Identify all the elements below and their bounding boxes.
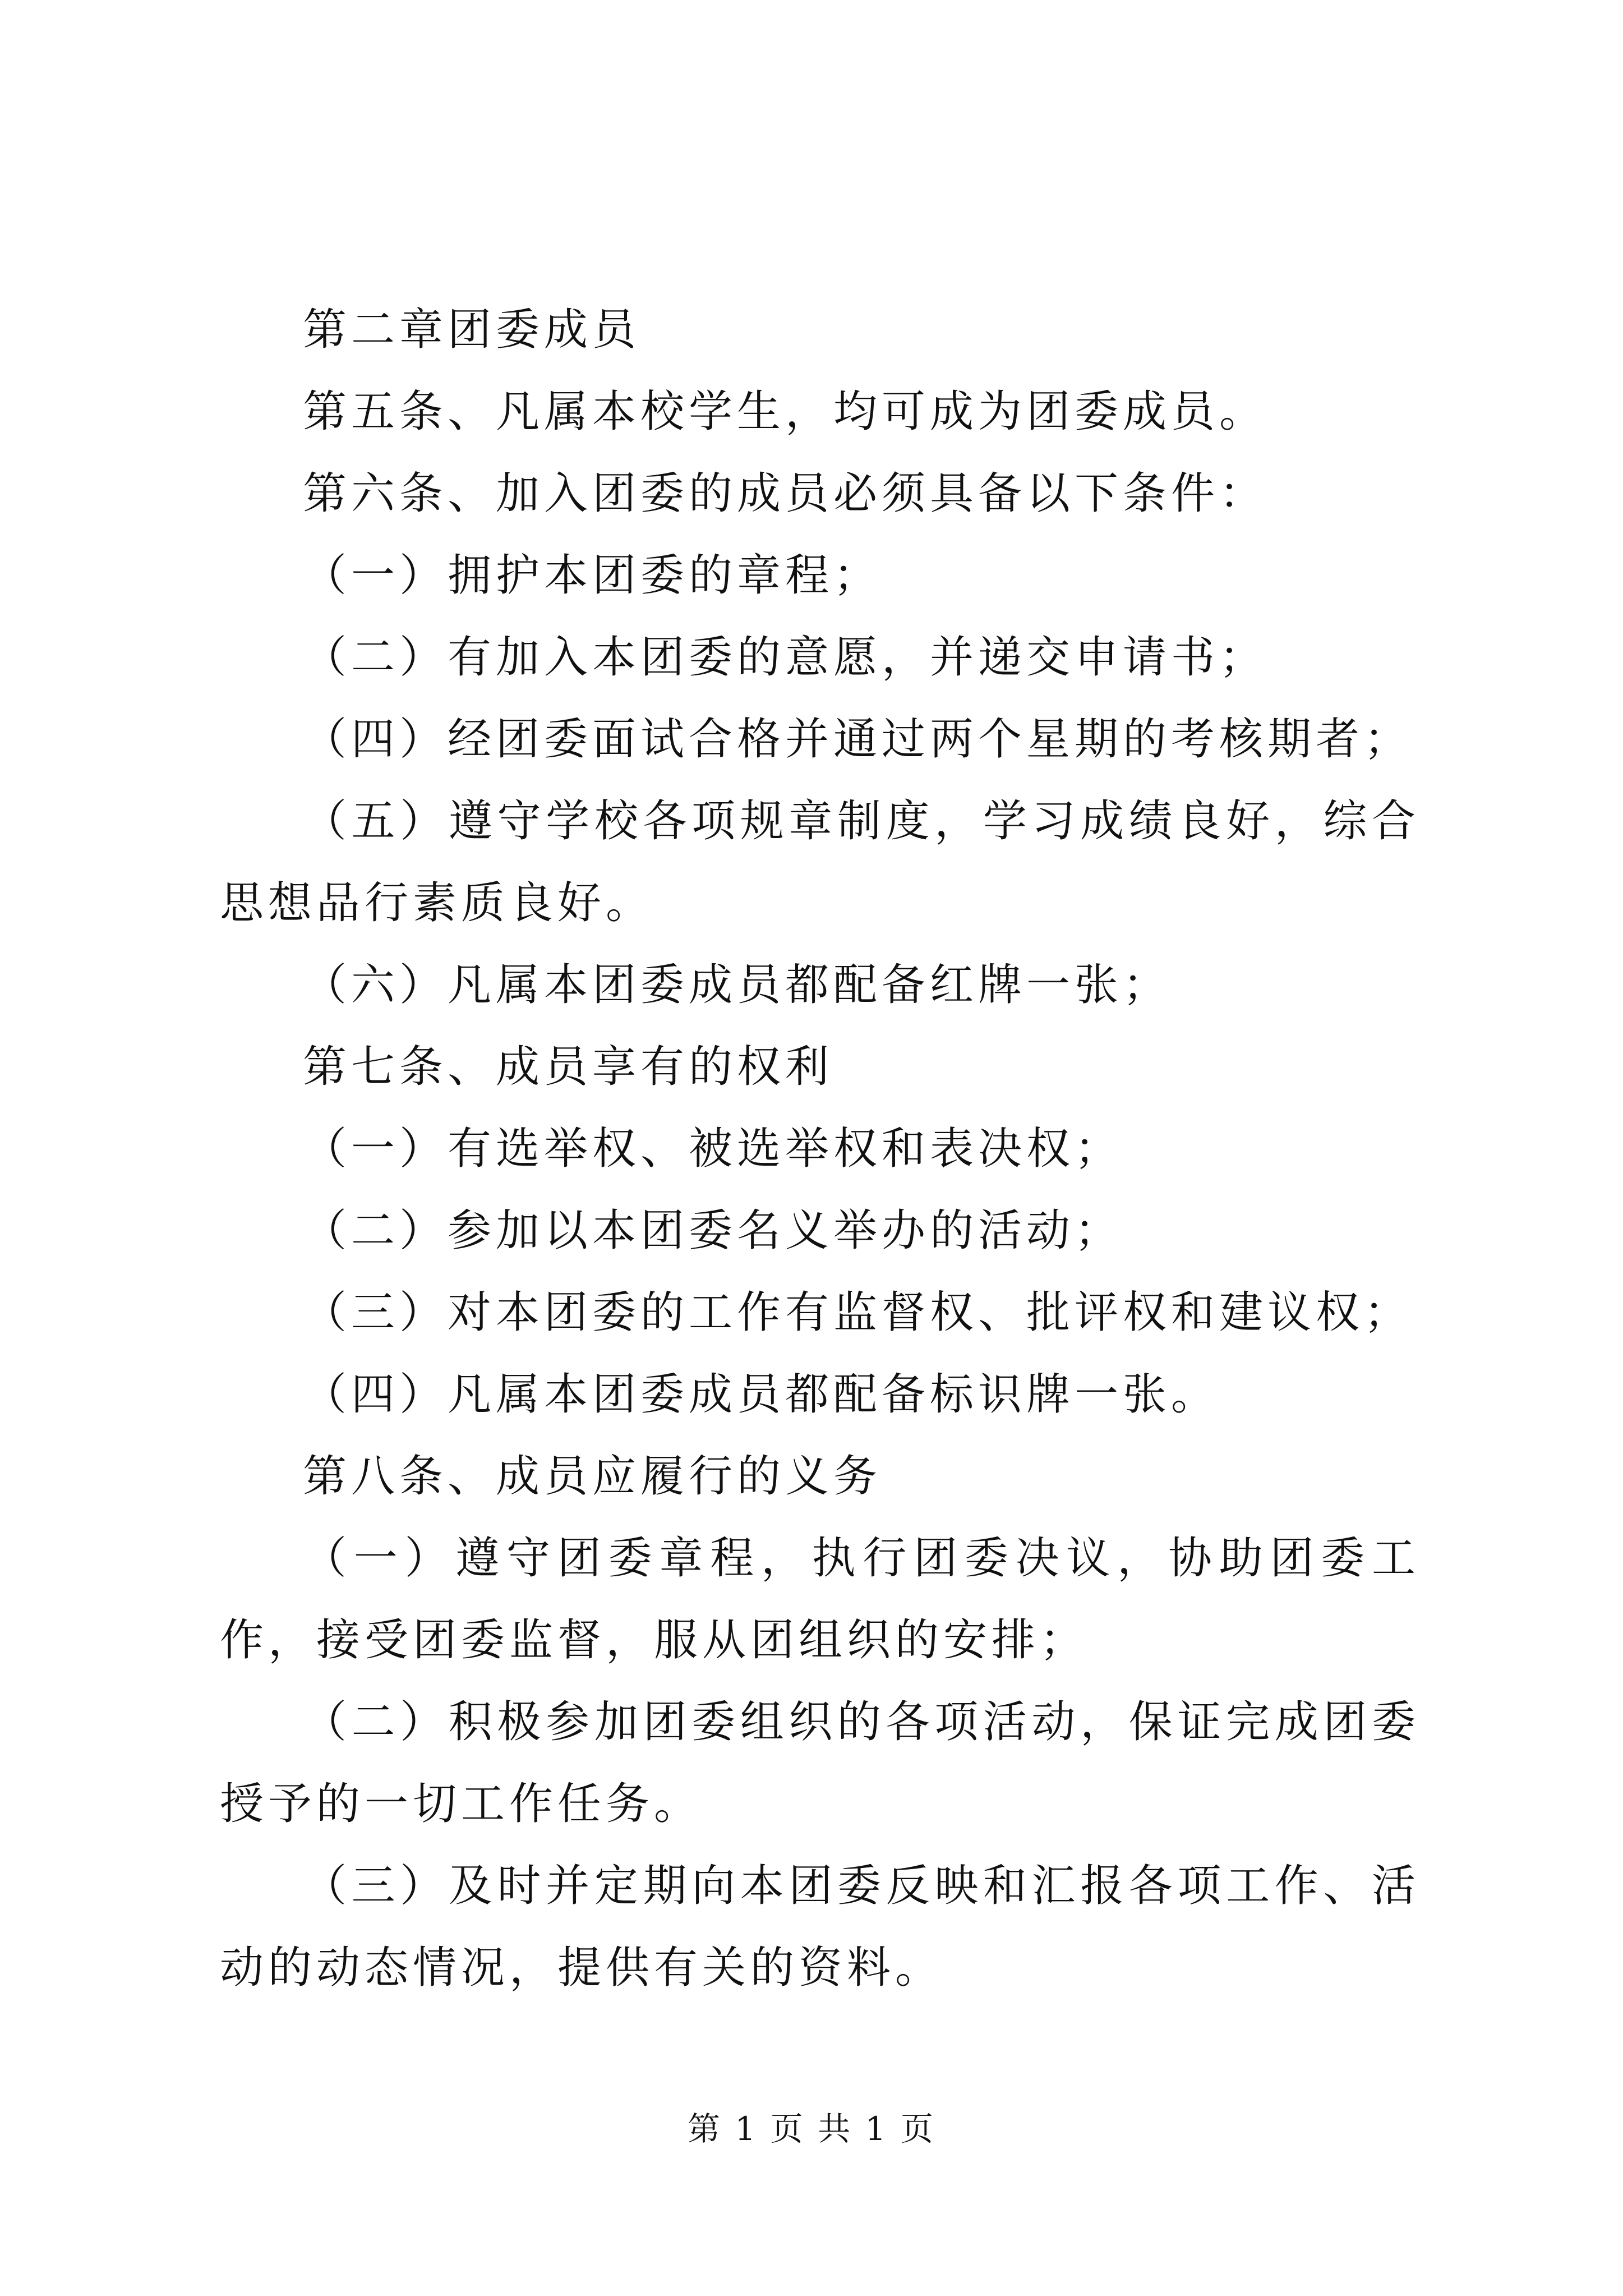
article-6-item-6: （六）凡属本团委成员都配备红牌一张； xyxy=(303,960,1172,1010)
article-8: 第八条、成员应履行的义务 xyxy=(303,1451,882,1502)
article-6-item-1: （一）拥护本团委的章程； xyxy=(303,550,882,601)
article-6: 第六条、加入团委的成员必须具备以下条件： xyxy=(303,468,1268,519)
article-7-item-2: （二）参加以本团委名义举办的活动； xyxy=(303,1205,1123,1256)
article-7-item-3: （三）对本团委的工作有监督权、批评权和建议权； xyxy=(303,1287,1413,1338)
article-6-item-5: （五）遵守学校各项规章制度，学习成绩良好，综合思想品行素质良好。 xyxy=(220,796,1420,928)
article-6-item-4: （四）经团委面试合格并通过两个星期的考核期者； xyxy=(303,714,1413,765)
article-8-item-1: （一）遵守团委章程，执行团委决议，协助团委工作，接受团委监督，服从团组织的安排； xyxy=(220,1533,1420,1665)
article-8-item-3: （三）及时并定期向本团委反映和汇报各项工作、活动的动态情况，提供有关的资料。 xyxy=(220,1861,1420,1993)
chapter-heading: 第二章团委成员 xyxy=(303,305,641,355)
article-7-item-1: （一）有选举权、被选举权和表决权； xyxy=(303,1124,1123,1174)
page-footer: 第 1 页 共 1 页 xyxy=(688,2110,935,2148)
article-6-item-2: （二）有加入本团委的意愿，并递交申请书； xyxy=(303,632,1268,683)
document-body xyxy=(220,289,1420,2009)
article-5: 第五条、凡属本校学生，均可成为团委成员。 xyxy=(303,386,1268,437)
article-8-item-2: （二）积极参加团委组织的各项活动，保证完成团委授予的一切工作任务。 xyxy=(220,1697,1420,1829)
article-7: 第七条、成员享有的权利 xyxy=(303,1042,834,1092)
article-7-item-4: （四）凡属本团委成员都配备标识牌一张。 xyxy=(303,1369,1220,1420)
